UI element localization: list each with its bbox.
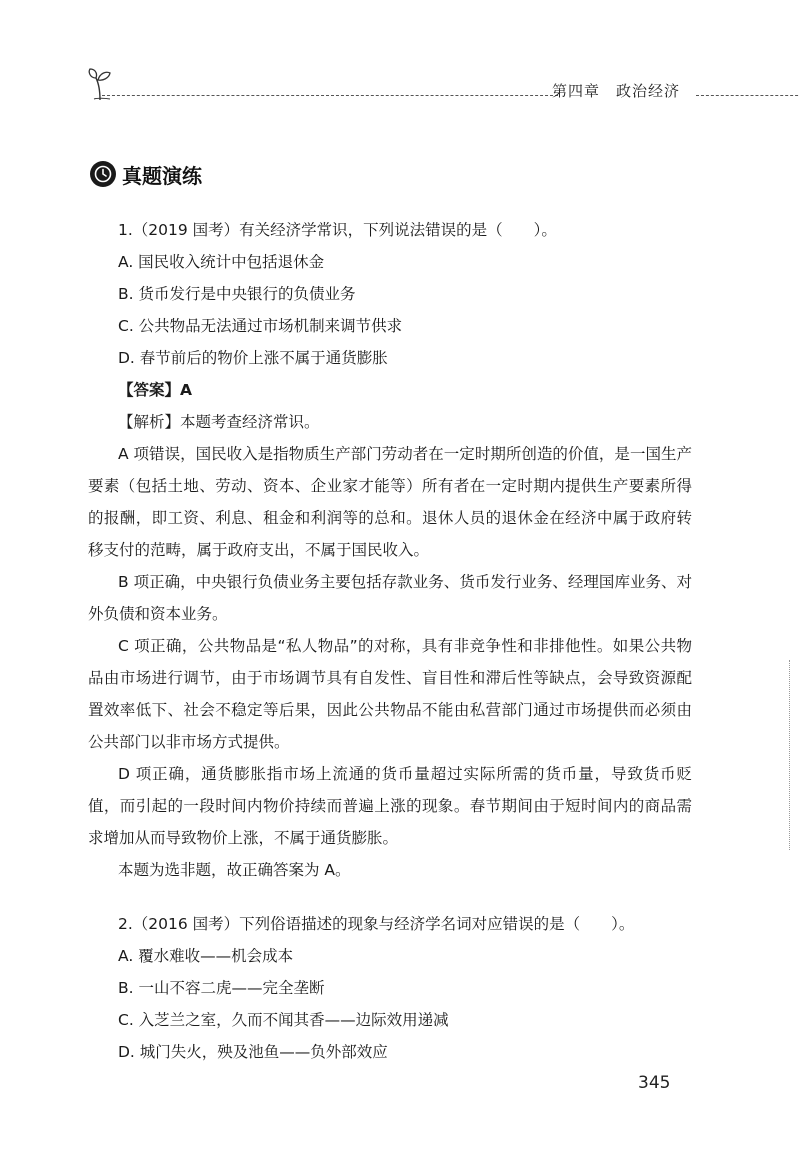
analysis-paragraph-b: B 项正确，中央银行负债业务主要包括存款业务、货币发行业务、经理国库业务、对外负债和资本业务。 — [88, 573, 692, 623]
question-2-option-b: B. 一山不容二虎——完全垄断 — [118, 979, 325, 997]
question-1-option-d: D. 春节前后的物价上涨不属于通货膨胀 — [118, 349, 388, 367]
section-title: 真题演练 — [122, 163, 202, 188]
header-rule-right — [696, 95, 800, 96]
question-2-option-a: A. 覆水难收——机会成本 — [118, 947, 294, 965]
question-1-answer: 【答案】A — [118, 381, 192, 399]
question-1-option-c: C. 公共物品无法通过市场机制来调节供求 — [118, 317, 403, 335]
scan-edge-marks — [789, 660, 792, 850]
question-2-stem: 2.（2016 国考）下列俗语描述的现象与经济学名词对应错误的是（ ）。 — [118, 915, 635, 933]
page-header — [88, 68, 720, 104]
chapter-topic: 政治经济 — [616, 82, 681, 100]
question-1-option-a: A. 国民收入统计中包括退休金 — [118, 253, 325, 271]
question-1-option-b: B. 货币发行是中央银行的负债业务 — [118, 285, 356, 303]
question-2-option-d: D. 城门失火，殃及池鱼——负外部效应 — [118, 1043, 388, 1061]
analysis-conclusion: 本题为选非题，故正确答案为 A。 — [118, 861, 351, 879]
page-content — [88, 214, 692, 1068]
sprout-icon — [88, 68, 114, 102]
question-1-analysis-label: 【解析】本题考查经济常识。 — [118, 413, 320, 431]
analysis-paragraph-d: D 项正确，通货膨胀指市场上流通的货币量超过实际所需的货币量，导致货币贬值，而引起的一段时间内物价持续而普遍上涨的现象。春节期间由于短时间内的商品需求增加从而导致物价上涨，不属于通货膨胀。 — [88, 765, 692, 847]
question-1-stem: 1.（2019 国考）有关经济学常识，下列说法错误的是（ ）。 — [118, 221, 557, 239]
section-heading — [90, 158, 202, 190]
spacer — [88, 886, 692, 908]
header-rule-left — [102, 95, 558, 96]
page-number: 345 — [638, 1073, 671, 1093]
chapter-number: 第四章 — [552, 82, 601, 100]
chapter-heading — [552, 80, 680, 101]
analysis-paragraph-c: C 项正确，公共物品是“私人物品”的对称，具有非竞争性和非排他性。如果公共物品由市场进行调节，由于市场调节具有自发性、盲目性和滞后性等缺点，会导致资源配置效率低下、社会不稳定等后果，因此公共物品不能由私营部门通过市场提供而必须由公共部门以非市场方式提供。 — [88, 637, 692, 751]
analysis-paragraph-a: A 项错误，国民收入是指物质生产部门劳动者在一定时期所创造的价值，是一国生产要素（包括土地、劳动、资本、企业家才能等）所有者在一定时期内提供生产要素所得的报酬，即工资、利息、租金和利润等的总和。退休人员的退休金在经济中属于政府转移支付的范畴，属于政府支出，不属于国民收入。 — [88, 445, 692, 559]
question-2-option-c: C. 入芝兰之室，久而不闻其香——边际效用递减 — [118, 1011, 449, 1029]
clock-icon — [90, 161, 116, 187]
